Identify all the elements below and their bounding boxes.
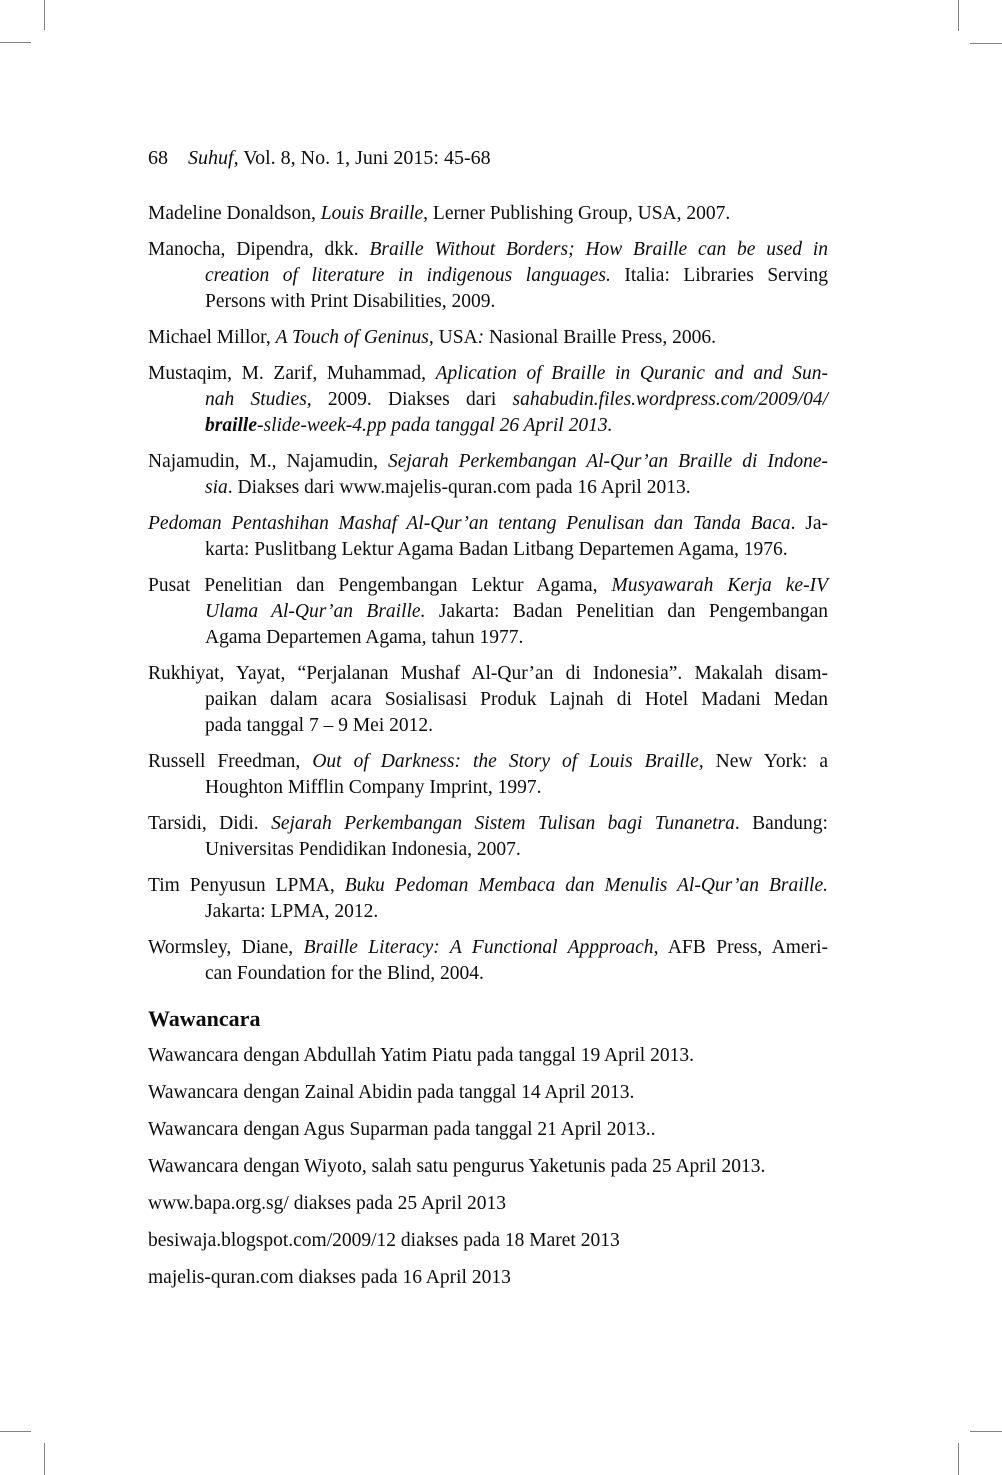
- crop-mark-top-right-vertical: [958, 0, 959, 31]
- journal-title: Suhuf: [188, 147, 234, 169]
- page-number: 68: [148, 147, 168, 169]
- reference-line: can Foundation for the Blind, 2004.: [205, 963, 484, 984]
- reference-line: Michael Millor, A Touch of Geninus, USA: Nasional Braille Press, 2006.: [148, 327, 716, 348]
- interview-item: Wawancara dengan Wiyoto, salah satu pengurus Yaketunis pada 25 April 2013.: [148, 1156, 766, 1177]
- reference-line: paikan dalam acara Sosialisasi Produk Lajnah di Hotel Madani Medan: [205, 689, 828, 710]
- crop-mark-bottom-right-vertical: [958, 1443, 959, 1475]
- reference-line: braille-slide-week-4.pp pada tanggal 26 April 2013.: [205, 415, 613, 436]
- reference-line: karta: Puslitbang Lektur Agama Badan Litbang Departemen Agama, 1976.: [205, 539, 788, 560]
- reference-entry: [148, 935, 828, 987]
- reference-entry: [148, 201, 828, 227]
- interview-item: Wawancara dengan Zainal Abidin pada tanggal 14 April 2013.: [148, 1082, 635, 1103]
- reference-line: nah Studies, 2009. Diakses dari sahabudin.files.wordpress.com/2009/04/: [205, 389, 828, 410]
- reference-line: Universitas Pendidikan Indonesia, 2007.: [205, 839, 521, 860]
- reference-line: Wormsley, Diane, Braille Literacy: A Functional Appproach, AFB Press, Ameri-: [148, 937, 828, 958]
- reference-entry: [148, 511, 828, 563]
- reference-line: Persons with Print Disabilities, 2009.: [205, 291, 496, 312]
- page-content: [148, 145, 828, 1302]
- reference-entry: [148, 361, 828, 439]
- crop-mark-top-left-vertical: [44, 0, 45, 30]
- interview-item: besiwaja.blogspot.com/2009/12 diakses pada 18 Maret 2013: [148, 1230, 620, 1251]
- reference-line: Jakarta: LPMA, 2012.: [205, 901, 379, 922]
- journal-volume-info: , Vol. 8, No. 1, Juni 2015: 45-68: [233, 147, 491, 169]
- crop-mark-bottom-left-horizontal: [0, 1431, 31, 1432]
- reference-entry: [148, 573, 828, 651]
- running-header: [148, 145, 828, 171]
- reference-line: Pusat Penelitian dan Pengembangan Lektur Agama, Musyawarah Kerja ke-IV: [148, 575, 828, 596]
- reference-line: pada tanggal 7 – 9 Mei 2012.: [205, 715, 433, 736]
- reference-line: Houghton Mifflin Company Imprint, 1997.: [205, 777, 542, 798]
- interviews-heading: Wawancara: [148, 1006, 261, 1031]
- reference-line: Tim Penyusun LPMA, Buku Pedoman Membaca dan Menulis Al-Qur’an Braille.: [148, 875, 828, 896]
- reference-entry: [148, 749, 828, 801]
- reference-line: Najamudin, M., Najamudin, Sejarah Perkembangan Al-Qur’an Braille di Indone-: [148, 451, 828, 472]
- reference-entry: [148, 325, 828, 351]
- reference-line: Russell Freedman, Out of Darkness: the Story of Louis Braille, New York: a: [148, 751, 828, 772]
- crop-mark-bottom-left-vertical: [44, 1443, 45, 1475]
- reference-line: Ulama Al-Qur’an Braille. Jakarta: Badan Penelitian dan Pengembangan: [205, 601, 828, 622]
- reference-line: creation of literature in indigenous languages. Italia: Libraries Serving: [205, 265, 828, 286]
- interview-item: www.bapa.org.sg/ diakses pada 25 April 2013: [148, 1193, 506, 1214]
- reference-entry: [148, 811, 828, 863]
- crop-mark-top-right-horizontal: [970, 43, 1002, 44]
- interviews-list: [148, 1043, 828, 1291]
- reference-line: Tarsidi, Didi. Sejarah Perkembangan Sistem Tulisan bagi Tunanetra. Bandung:: [148, 813, 828, 834]
- references-list: [148, 201, 828, 987]
- reference-entry: [148, 661, 828, 739]
- reference-entry: [148, 237, 828, 315]
- interview-item: majelis-quran.com diakses pada 16 April 2013: [148, 1267, 511, 1288]
- reference-entry: [148, 873, 828, 925]
- reference-line: Rukhiyat, Yayat, “Perjalanan Mushaf Al-Qur’an di Indonesia”. Makalah disam-: [148, 663, 828, 684]
- reference-line: Pedoman Pentashihan Mashaf Al-Qur’an tentang Penulisan dan Tanda Baca. Ja-: [148, 513, 828, 534]
- crop-mark-bottom-right-horizontal: [970, 1431, 1002, 1432]
- reference-line: Agama Departemen Agama, tahun 1977.: [205, 627, 524, 648]
- interview-item: Wawancara dengan Abdullah Yatim Piatu pada tanggal 19 April 2013.: [148, 1045, 694, 1066]
- reference-line: Mustaqim, M. Zarif, Muhammad, Aplication of Braille in Quranic and and Sun-: [148, 363, 828, 384]
- reference-entry: [148, 449, 828, 501]
- interview-item: Wawancara dengan Agus Suparman pada tanggal 21 April 2013..: [148, 1119, 656, 1140]
- reference-line: Manocha, Dipendra, dkk. Braille Without Borders; How Braille can be used in: [148, 239, 828, 260]
- reference-line: Madeline Donaldson, Louis Braille, Lerner Publishing Group, USA, 2007.: [148, 203, 731, 224]
- crop-mark-top-left-horizontal: [0, 42, 31, 43]
- reference-line: sia. Diakses dari www.majelis-quran.com pada 16 April 2013.: [205, 477, 691, 498]
